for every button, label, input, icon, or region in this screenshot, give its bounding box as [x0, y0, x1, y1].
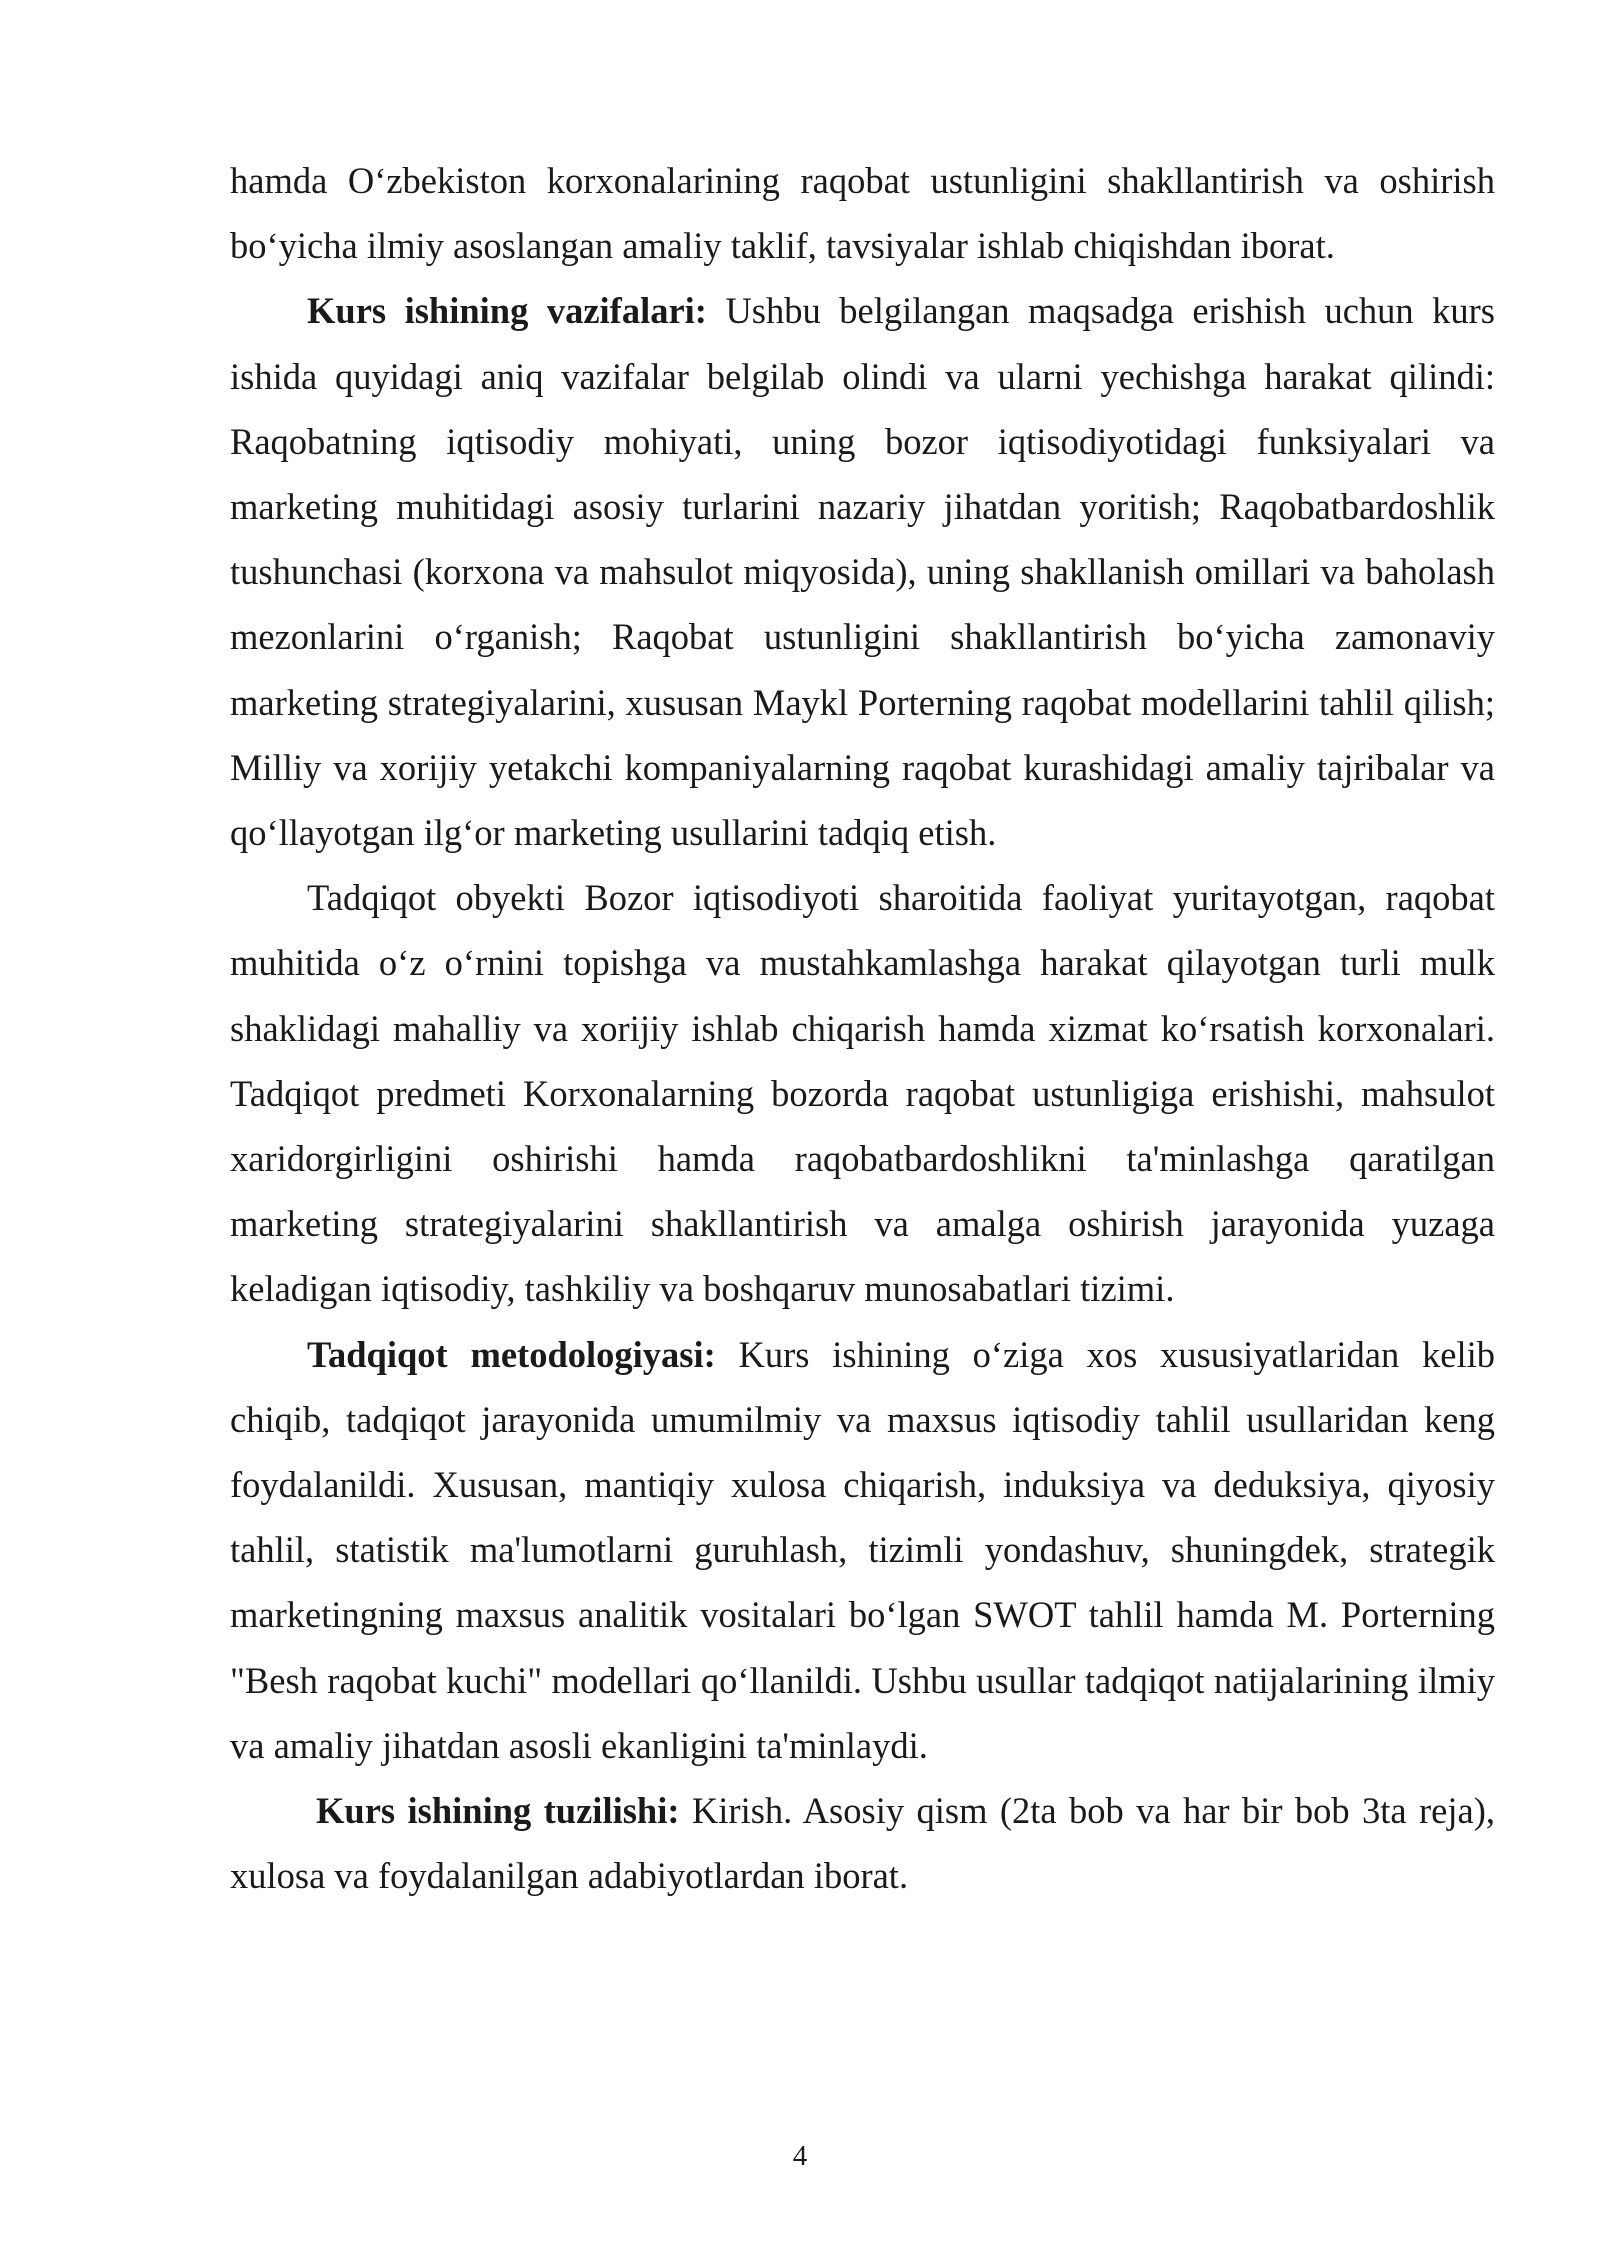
page-number: 4 [792, 2140, 808, 2172]
paragraph-heading: Tadqiqot metodologiyasi: [307, 1333, 716, 1375]
document-page [230, 148, 1495, 1908]
paragraph-text: Kurs ishining o‘ziga xos xususiyatlaridan kelib chiqib, tadqiqot jarayonida umumilmiy va maxsus iqtisodiy tahlil usullaridan keng foydalanildi. Xususan, mantiqiy xulosa chiqarish, induksiya va deduksiya, qiyosiy tahlil, statistik ma'lumotlarni guruhlash, tizimli yondashuv, shuningdek, strategik marketingning maxsus analitik vositalari bo‘lgan SWOT tahlil hamda M. Porterning "Besh raqobat kuchi" modellari qo‘llanildi. Ushbu usullar tadqiqot natijalarining ilmiy va amaliy jihatdan asosli ekanligini ta'minlaydi. [230, 1333, 1495, 1766]
paragraph-obyekt-predmet [230, 865, 1495, 1321]
paragraph-text: Tadqiqot obyekti Bozor iqtisodiyoti sharoitida faoliyat yuritayotgan, raqobat muhitida o‘z o‘rnini topishga va mustahkamlashga harakat qilayotgan turli mulk shaklidagi mahalliy va xorijiy ishlab chiqarish hamda xizmat ko‘rsatish korxonalari. Tadqiqot predmeti Korxonalarning bozorda raqobat ustunligiga erishishi, mahsulot xaridorgirligini oshirishi hamda raqobatbardoshlikni ta'minlashga qaratilgan marketing strategiyalarini shakllantirish va amalga oshirish jarayonida yuzaga keladigan iqtisodiy, tashkiliy va boshqaruv munosabatlari tizimi. [230, 877, 1495, 1310]
paragraph-text: Ushbu belgilangan maqsadga erishish uchun kurs ishida quyidagi aniq vazifalar belgilab olindi va ularni yechishga harakat qilindi: Raqobatning iqtisodiy mohiyati, uning bozor iqtisodiyotidagi funksiyalari va marketing muhitidagi asosiy turlarini nazariy jihatdan yoritish; Raqobatbardoshlik tushunchasi (korxona va mahsulot miqyosida), uning shakllanish omillari va baholash mezonlarini o‘rganish; Raqobat ustunligini shakllantirish bo‘yicha zamonaviy marketing strategiyalarini, xususan Maykl Porterning raqobat modellarini tahlil qilish; Milliy va xorijiy yetakchi kompaniyalarning raqobat kurashidagi amaliy tajribalar va qo‘llayotgan ilg‘or marketing usullarini tadqiq etish. [230, 290, 1495, 854]
paragraph-metodologiya [230, 1322, 1495, 1778]
paragraph-continuation [230, 148, 1495, 278]
paragraph-heading: Kurs ishining tuzilishi: [316, 1790, 680, 1832]
paragraph-text: Kirish. Asosiy qism (2ta bob va har bir bob 3ta reja), xulosa va foydalanilgan adabiyotlardan iborat. [230, 1790, 1495, 1897]
paragraph-text: hamda O‘zbekiston korxonalarining raqobat ustunligini shakllantirish va oshirish bo‘yicha ilmiy asoslangan amaliy taklif, tavsiyalar ishlab chiqishdan iborat. [230, 160, 1495, 267]
paragraph-vazifalari [230, 278, 1495, 865]
paragraph-tuzilishi [230, 1778, 1495, 1908]
paragraph-heading: Kurs ishining vazifalari: [307, 290, 707, 332]
